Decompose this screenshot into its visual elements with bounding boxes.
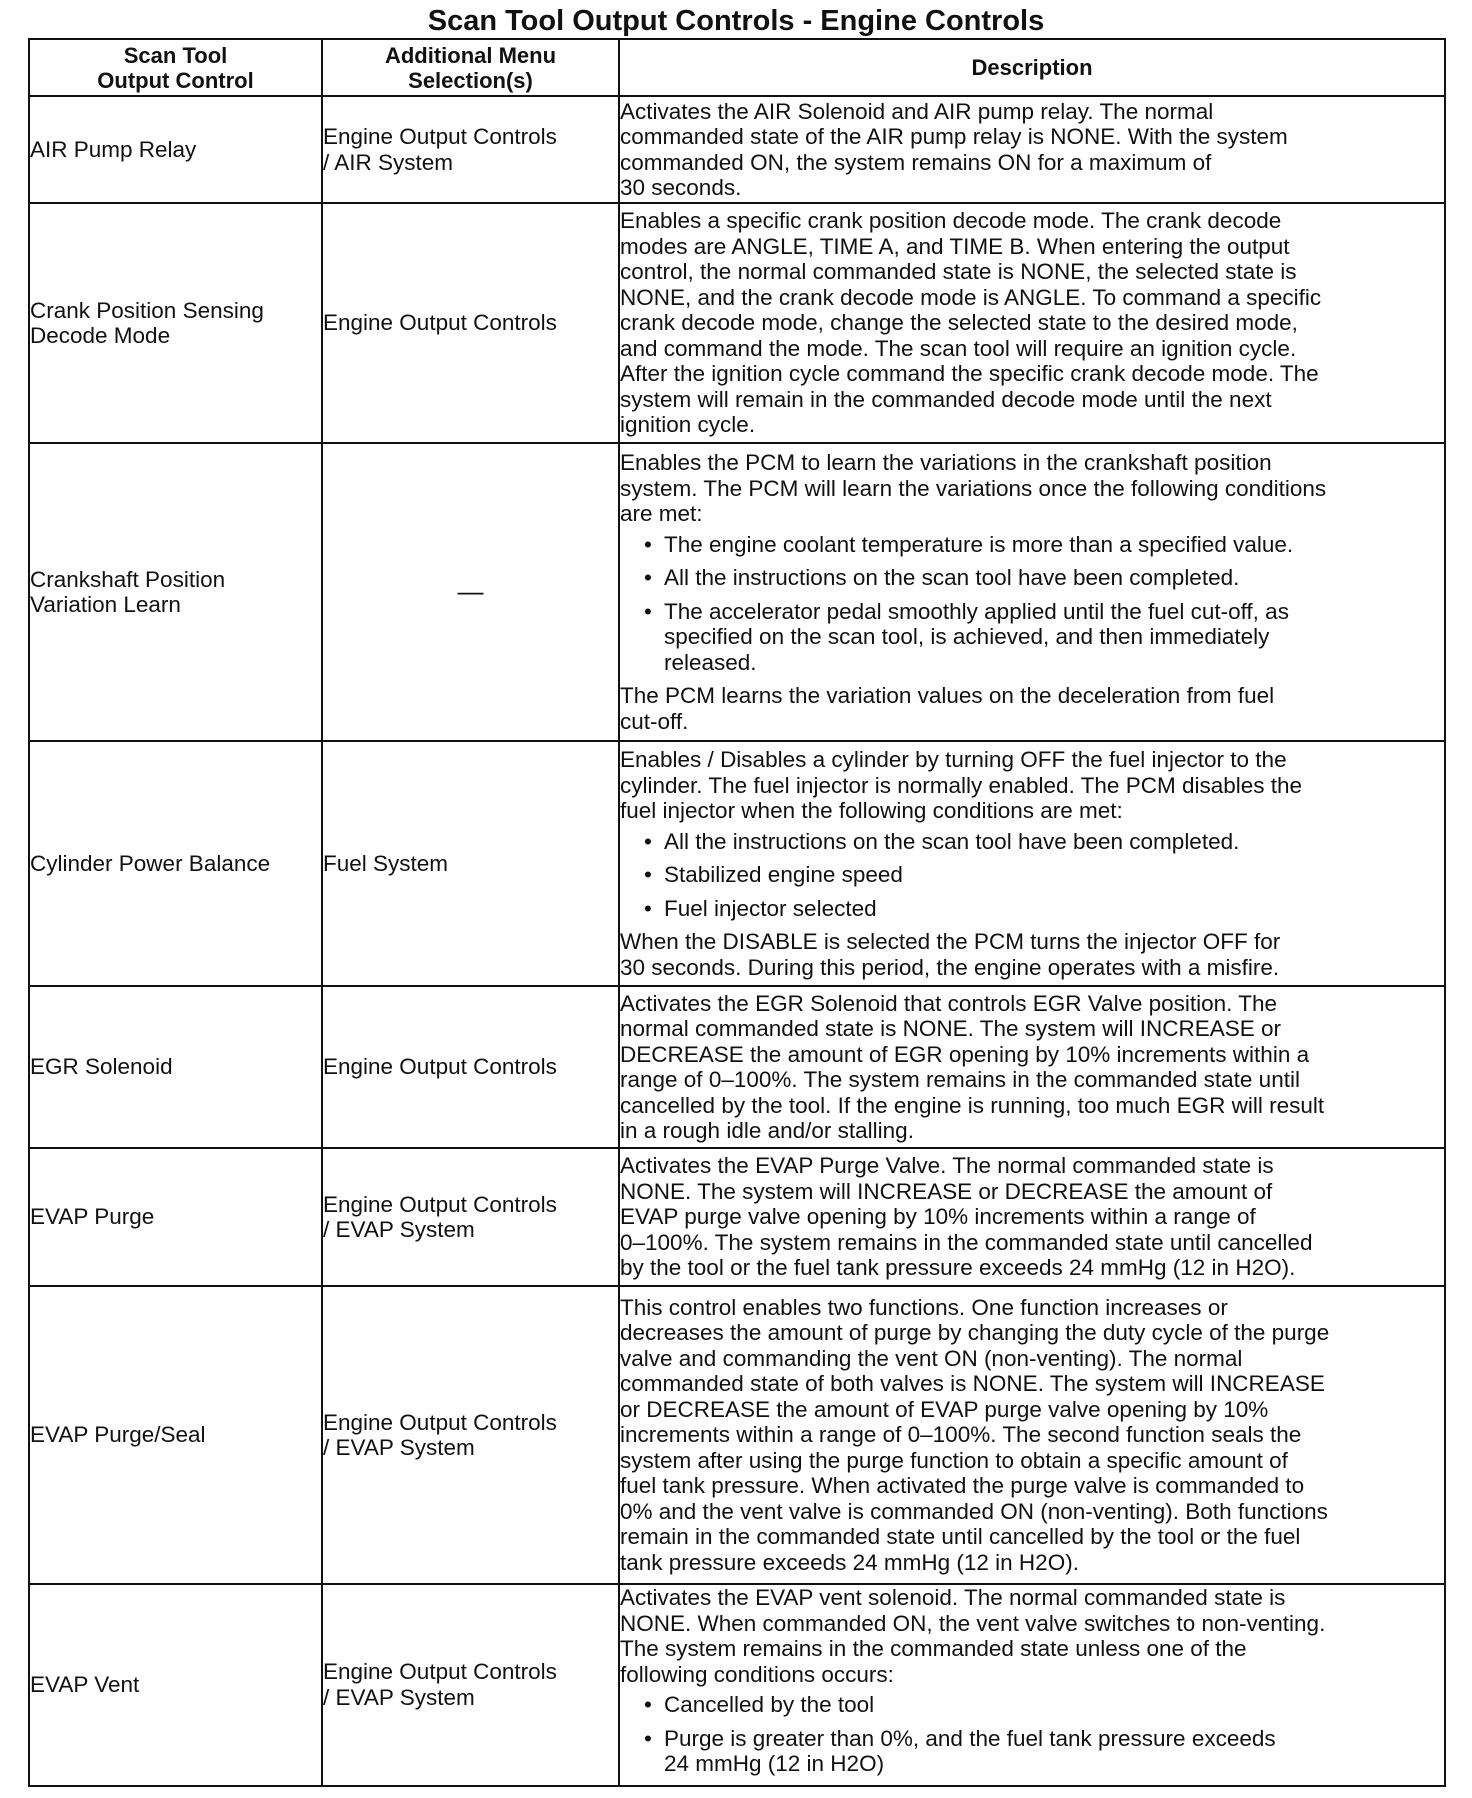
description	[619, 1584, 1445, 1786]
control-name: EVAP Purge	[29, 1148, 322, 1286]
menu-selection: Engine Output Controls / EVAP System	[322, 1584, 619, 1786]
description: Activates the EGR Solenoid that controls EGR Valve position. The normal commanded state is NONE. The system will INCREASE or DECREASE the amount of EGR opening by 10% increments within a range of 0–100%. The system remains in the commanded state until cancelled by the tool. If the engine is running, too much EGR will result in a rough idle and/or stalling.	[619, 986, 1445, 1148]
table-row	[29, 986, 1445, 1148]
control-name: AIR Pump Relay	[29, 96, 322, 203]
description: This control enables two functions. One function increases or decreases the amount of purge by changing the duty cycle of the purge valve and commanding the vent ON (non-venting). The normal commanded state of both valves is NONE. The system will INCREASE or DECREASE the amount of EVAP purge valve opening by 10% increments within a range of 0–100%. The second function seals the system after using the purge function to obtain a specific amount of fuel tank pressure. When activated the purge valve is commanded to 0% and the vent valve is commanded ON (non-venting). Both functions remain in the commanded state until cancelled by the tool or the fuel tank pressure exceeds 24 mmHg (12 in H2O).	[619, 1286, 1445, 1584]
menu-selection: —	[322, 443, 619, 741]
control-name: Cylinder Power Balance	[29, 741, 322, 986]
table-row	[29, 443, 1445, 741]
control-name: EGR Solenoid	[29, 986, 322, 1148]
table-row	[29, 1286, 1445, 1584]
menu-selection: Engine Output Controls / AIR System	[322, 96, 619, 203]
table-row	[29, 203, 1445, 443]
list-item: • Cancelled by the tool	[644, 1692, 1444, 1718]
menu-selection: Engine Output Controls / EVAP System	[322, 1148, 619, 1286]
menu-selection: Fuel System	[322, 741, 619, 986]
page-title: Scan Tool Output Controls - Engine Controls	[427, 5, 1045, 37]
control-name: Crankshaft Position Variation Learn	[29, 443, 322, 741]
table-row	[29, 741, 1445, 986]
list-item: • The accelerator pedal smoothly applied until the fuel cut-off, as specified on the scan tool, is achieved, and then immediately released.	[644, 599, 1444, 676]
list-item: • All the instructions on the scan tool have been completed.	[644, 565, 1444, 591]
table-row	[29, 1148, 1445, 1286]
condition-list	[620, 829, 1444, 922]
list-item: • All the instructions on the scan tool have been completed.	[644, 829, 1444, 855]
list-item: • The engine coolant temperature is more than a specified value.	[644, 532, 1444, 558]
description: Enables a specific crank position decode mode. The crank decode modes are ANGLE, TIME A, and TIME B. When entering the output control, the normal commanded state is NONE, the selected state is NONE, and the crank decode mode is ANGLE. To command a specific crank decode mode, change the selected state to the desired mode, and command the mode. The scan tool will require an ignition cycle. After the ignition cycle command the specific crank decode mode. The system will remain in the commanded decode mode until the next ignition cycle.	[619, 203, 1445, 443]
list-item: • Fuel injector selected	[644, 896, 1444, 922]
description	[619, 741, 1445, 986]
header-row	[29, 39, 1445, 96]
column-header-menu: Additional Menu Selection(s)	[322, 39, 619, 96]
output-controls-table	[28, 38, 1446, 1787]
menu-selection: Engine Output Controls / EVAP System	[322, 1286, 619, 1584]
list-item: • Purge is greater than 0%, and the fuel tank pressure exceeds 24 mmHg (12 in H2O)	[644, 1726, 1444, 1777]
description-note: When the DISABLE is selected the PCM turns the injector OFF for 30 seconds. During this period, the engine operates with a misfire.	[620, 929, 1281, 980]
column-header-control: Scan Tool Output Control	[29, 39, 322, 96]
control-name: EVAP Purge/Seal	[29, 1286, 322, 1584]
column-header-description: Description	[619, 39, 1445, 96]
description	[619, 443, 1445, 741]
table-row	[29, 96, 1445, 203]
list-item: • Stabilized engine speed	[644, 862, 1444, 888]
condition-list	[620, 532, 1444, 676]
control-name: EVAP Vent	[29, 1584, 322, 1786]
control-name: Crank Position Sensing Decode Mode	[29, 203, 322, 443]
description: Activates the EVAP Purge Valve. The normal commanded state is NONE. The system will INCREASE or DECREASE the amount of EVAP purge valve opening by 10% increments within a range of 0–100%. The system remains in the commanded state until cancelled by the tool or the fuel tank pressure exceeds 24 mmHg (12 in H2O).	[619, 1148, 1445, 1286]
table-row	[29, 1584, 1445, 1786]
description-intro: Enables / Disables a cylinder by turning OFF the fuel injector to the cylinder. The fuel injector is normally enabled. The PCM disables the fuel injector when the following conditions are met:	[620, 747, 1303, 823]
condition-list	[620, 1692, 1444, 1777]
menu-selection: Engine Output Controls	[322, 203, 619, 443]
description-note: The PCM learns the variation values on the deceleration from fuel cut-off.	[620, 683, 1275, 734]
menu-selection: Engine Output Controls	[322, 986, 619, 1148]
description: Activates the AIR Solenoid and AIR pump relay. The normal commanded state of the AIR pump relay is NONE. With the system commanded ON, the system remains ON for a maximum of 30 seconds.	[619, 96, 1445, 203]
description-intro: Enables the PCM to learn the variations in the crankshaft position system. The PCM will learn the variations once the following conditions are met:	[620, 450, 1327, 526]
description-intro: Activates the EVAP vent solenoid. The normal commanded state is NONE. When commanded ON, the vent valve switches to non-venting. The system remains in the commanded state unless one of the following conditions occurs:	[620, 1585, 1326, 1687]
